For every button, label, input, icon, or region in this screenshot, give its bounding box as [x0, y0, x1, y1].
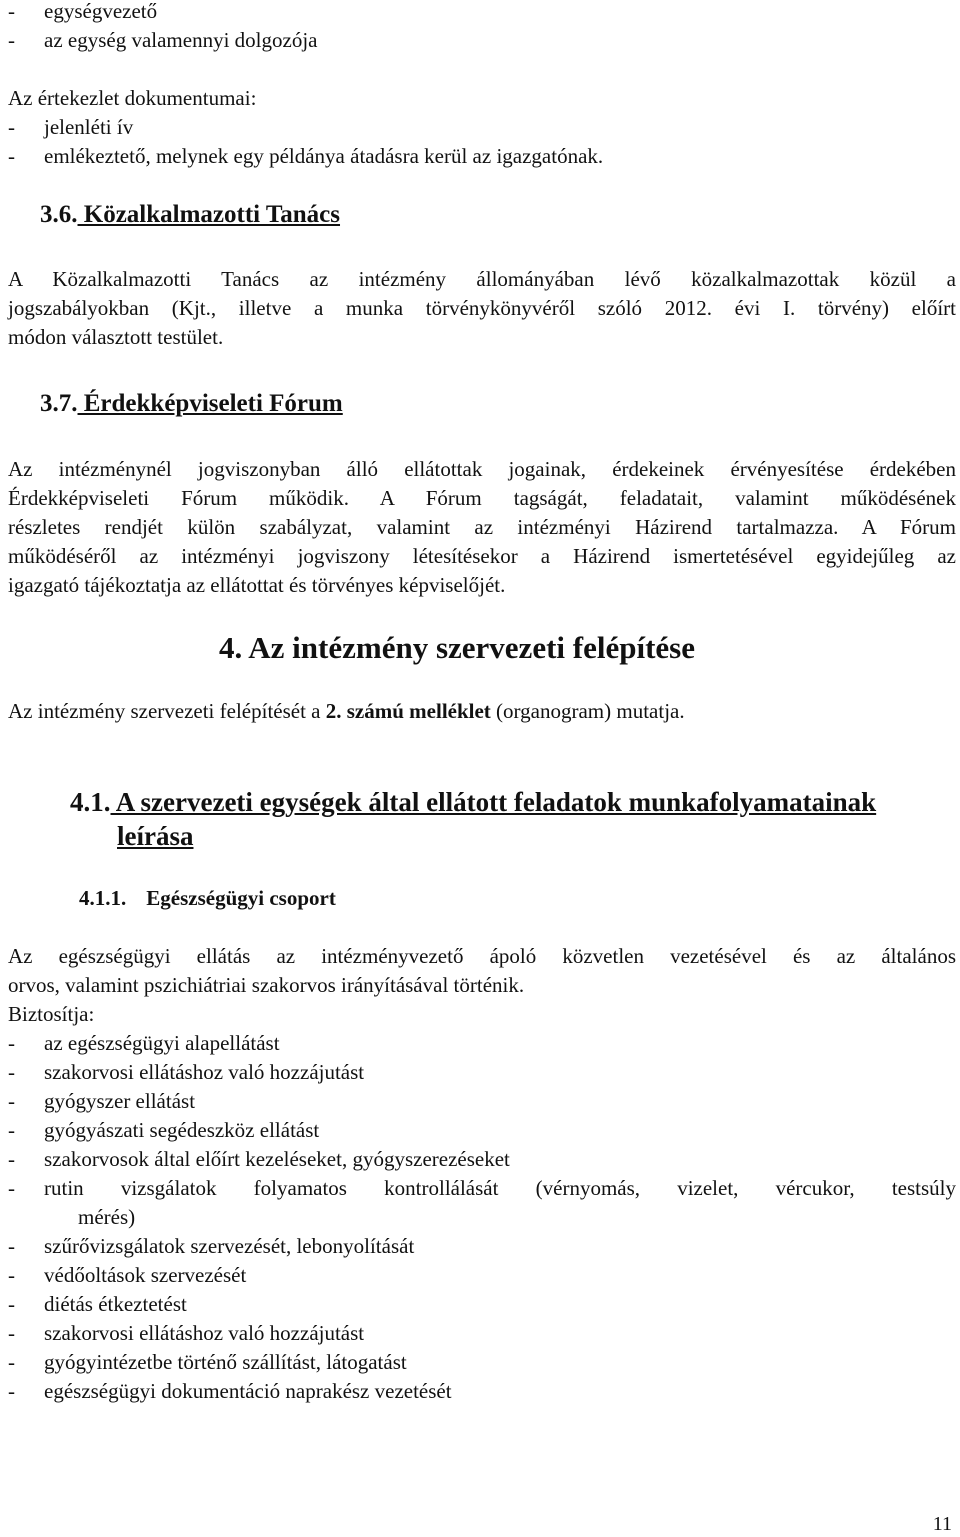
list-item: - az egészségügyi alapellátást	[8, 1031, 280, 1055]
list-item: - egységvezető	[8, 0, 158, 23]
paragraph-line: jogszabályokban (Kjt., illetve a munka törvénykönyvéről szóló 2012. évi I. törvény) előírt	[8, 296, 956, 320]
page-number: 11	[932, 1513, 952, 1535]
paragraph-line: orvos, valamint pszichiátriai szakorvos irányításával történik.	[8, 973, 525, 997]
paragraph-line: Az intézménynél jogviszonyban álló ellátottak jogainak, érdekeinek érvényesítése érdekében	[8, 457, 956, 481]
list-item: - gyógyszer ellátást	[8, 1089, 196, 1113]
paragraph-line: Az intézmény szervezeti felépítését a 2. számú melléklet (organogram) mutatja.	[8, 699, 685, 723]
paragraph-line: Érdekképviseleti Fórum működik. A Fórum tagságát, feladatait, valamint működésének	[8, 486, 956, 510]
list-item: - szűrővizsgálatok szervezését, lebonyolítását	[8, 1234, 415, 1258]
list-item: - gyógyászati segédeszköz ellátást	[8, 1118, 320, 1142]
section-heading-4-1-cont: leírása	[117, 821, 194, 851]
list-item: - az egység valamennyi dolgozója	[8, 28, 318, 52]
paragraph-line: működéséről az intézményi jogviszony létesítésekor a Házirend ismertetésével egyidejűleg az	[8, 544, 956, 568]
list-item: - gyógyintézetbe történő szállítást, látogatást	[8, 1350, 407, 1374]
list-item: - védőoltások szervezését	[8, 1263, 247, 1287]
list-item: - egészségügyi dokumentáció naprakész vezetését	[8, 1379, 452, 1403]
paragraph-line: igazgató tájékoztatja az ellátottat és törvényes képviselőjét.	[8, 573, 506, 597]
paragraph-line: Az egészségügyi ellátás az intézményvezető ápoló közvetlen vezetésével és az általános	[8, 944, 956, 968]
chapter-heading-4: 4. Az intézmény szervezeti felépítése	[219, 630, 695, 665]
list-item: - szakorvosok által előírt kezeléseket, gyógyszerezéseket	[8, 1147, 510, 1171]
paragraph-line: A Közalkalmazotti Tanács az intézmény állományában lévő közalkalmazottak közül a	[8, 267, 956, 291]
list-item: - rutin vizsgálatok folyamatos kontrollálását (vérnyomás, vizelet, vércukor, testsúly	[8, 1176, 956, 1200]
provides-label: Biztosítja:	[8, 1002, 95, 1026]
docs-intro: Az értekezlet dokumentumai:	[8, 86, 257, 110]
section-heading-4-1-1: 4.1.1. Egészségügyi csoport	[79, 886, 336, 910]
list-item: - emlékeztető, melynek egy példánya átadásra kerül az igazgatónak.	[8, 144, 604, 168]
section-heading-4-1: 4.1. A szervezeti egységek által ellátott feladatok munkafolyamatainak	[70, 787, 877, 817]
list-item: - szakorvosi ellátáshoz való hozzájutást	[8, 1060, 365, 1084]
list-item: - jelenléti ív	[8, 115, 134, 139]
section-heading-3-7: 3.7. Érdekképviseleti Fórum	[40, 390, 343, 417]
list-item-cont: mérés)	[78, 1205, 136, 1229]
paragraph-line: részletes rendjét külön szabályzat, valamint az intézményi Házirend tartalmazza. A Fórum	[8, 515, 956, 539]
list-item: - diétás étkeztetést	[8, 1292, 187, 1316]
section-heading-3-6: 3.6. Közalkalmazotti Tanács	[40, 201, 341, 228]
list-item: - szakorvosi ellátáshoz való hozzájutást	[8, 1321, 365, 1345]
paragraph-line: módon választott testület.	[8, 325, 224, 349]
